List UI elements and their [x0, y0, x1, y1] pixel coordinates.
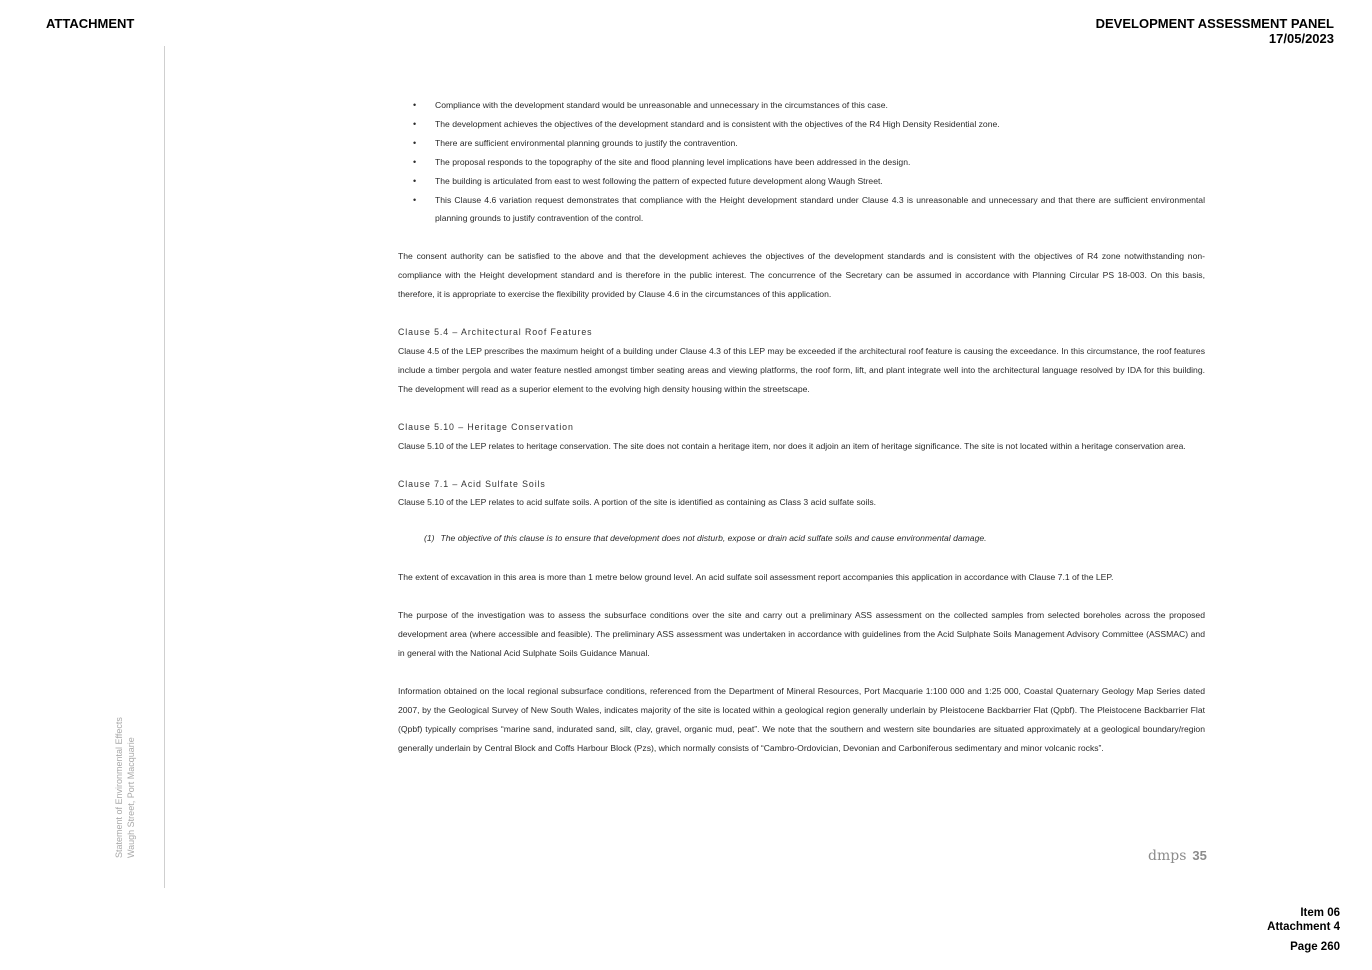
- sidebar-document-title: [113, 717, 137, 858]
- quote-text: The objective of this clause is to ensure that development does not disturb, expose or drain acid sulfate soils and cause environmental damage.: [440, 533, 987, 544]
- header-panel-block: [1096, 16, 1334, 46]
- bullet-text: The proposal responds to the topography of the site and flood planning level implications have been addressed in the design.: [435, 156, 911, 167]
- footer-page-number: Page 260: [1290, 941, 1340, 953]
- footer-attachment: Attachment 4: [1267, 920, 1340, 933]
- bullet-list: [398, 96, 1205, 228]
- inner-page-number: 35: [1192, 848, 1207, 863]
- bullet-text: The building is articulated from east to west following the pattern of expected future development along Waugh Street.: [435, 175, 883, 186]
- bullet-icon: •: [413, 118, 417, 129]
- investigation-paragraph: The purpose of the investigation was to assess the subsurface conditions over the site and carry out a preliminary ASS assessment on the collected samples from selected boreholes across the proposed development area (where accessible and feasible). The preliminary ASS assessment was undertaken in accordance with guidelines from the Acid Sulphate Soils Management Advisory Committee (ASSMAC) and in general with the National Acid Sulphate Soils Guidance Manual.: [398, 610, 1205, 658]
- sidebar-title-line2: Waugh Street, Port Macquarie: [126, 737, 136, 858]
- list-item: [398, 115, 1205, 134]
- consent-paragraph: The consent authority can be satisfied to the above and that the development achieves the objectives of the development standards and is consistent with the objectives of R4 zone notwithstanding non-compliance with the Height development standard and is therefore in the public interest. The concurrence of the Secretary can be assumed in accordance with Planning Circular PS 18-003. On this basis, therefore, it is appropriate to exercise the flexibility provided by Clause 4.6 in the circumstances of this application.: [398, 251, 1205, 300]
- bullet-icon: •: [413, 137, 417, 148]
- dmps-logo: [1148, 848, 1207, 864]
- list-item: [398, 191, 1205, 229]
- sidebar-divider: [164, 46, 165, 888]
- excavation-paragraph: The extent of excavation in this area is more than 1 metre below ground level. An acid sulfate soil assessment report accompanies this application in accordance with Clause 7.1 of the LEP.: [398, 572, 1114, 583]
- geology-paragraph: Information obtained on the local regional subsurface conditions, referenced from the Department of Mineral Resources, Port Macquarie 1:100 000 and 1:25 000, Coastal Quaternary Geology Map Series dated 2007, by the Geological Survey of New South Wales, indicates majority of the site is located within a geological region generally underlain by Pleistocene Backbarrier Flat (Qpbf). The Pleistocene Backbarrier Flat (Qpbf) typically comprises “marine sand, indurated sand, silt, clay, gravel, organic mud, peat”. We note that the southern and western site boundaries are situated approximately at a geological boundary/region generally underlain by Central Block and Coffs Harbour Block (Pzs), which normally consists of “Cambro-Ordovician, Devonian and Carboniferous sedimentary and minor volcanic rocks”.: [398, 685, 1205, 753]
- bullet-text: Compliance with the development standard would be unreasonable and unnecessary in the circumstances of this case.: [435, 100, 888, 110]
- header-date: 17/05/2023: [1268, 31, 1334, 46]
- sidebar-title-line1: Statement of Environmental Effects: [114, 717, 124, 858]
- header-attachment-label: ATTACHMENT: [46, 16, 135, 31]
- logo-text: dmps: [1148, 848, 1187, 864]
- list-item: [398, 96, 1205, 115]
- roof-features-paragraph: Clause 4.5 of the LEP prescribes the maximum height of a building under Clause 4.3 of this LEP may be exceeded if the architectural roof feature is causing the exceedance. In this circumstance, the roof features include a timber pergola and water feature nestled amongst timber seating areas and viewing platforms, the roof form, lift, and plant integrate well into the architectural language resolved by IDA for this building. The development will read as a superior element to the evolving high density housing within the streetscape.: [398, 345, 1205, 394]
- bullet-text: There are sufficient environmental planning grounds to justify the contravention.: [435, 137, 738, 148]
- list-item: [398, 153, 1205, 172]
- heritage-heading: Clause 5.10 – Heritage Conservation: [398, 421, 574, 432]
- bullet-icon: •: [413, 194, 417, 205]
- bullet-text: The development achieves the objectives of the development standard and is consistent with the objectives of the R4 High Density Residential zone.: [435, 118, 1000, 129]
- bullet-icon: •: [413, 156, 417, 167]
- acid-sulfate-heading: Clause 7.1 – Acid Sulfate Soils: [398, 478, 546, 489]
- acid-sulfate-paragraph: Clause 5.10 of the LEP relates to acid sulfate soils. A portion of the site is identified as containing as Class 3 acid sulfate soils.: [398, 497, 877, 508]
- bullet-icon: •: [413, 100, 417, 110]
- bullet-text: This Clause 4.6 variation request demonstrates that compliance with the Height development standard under Clause 4.3 is unreasonable and unnecessary and that there are sufficient environmental planning grounds to justify contravention of the control.: [435, 194, 1205, 224]
- bullet-icon: •: [413, 175, 417, 186]
- objective-quote: [398, 529, 1205, 548]
- roof-features-heading: Clause 5.4 – Architectural Roof Features: [398, 327, 593, 338]
- list-item: [398, 172, 1205, 191]
- footer-item: Item 06: [1300, 907, 1340, 919]
- document-body: [398, 96, 1205, 757]
- quote-number: (1): [424, 533, 435, 544]
- list-item: [398, 134, 1205, 153]
- heritage-paragraph: Clause 5.10 of the LEP relates to heritage conservation. The site does not contain a heritage item, nor does it adjoin an item of heritage significance. The site is not located within a heritage conservation area.: [398, 440, 1186, 451]
- footer-block: [1267, 907, 1340, 955]
- header-panel-title: DEVELOPMENT ASSESSMENT PANEL: [1095, 16, 1334, 31]
